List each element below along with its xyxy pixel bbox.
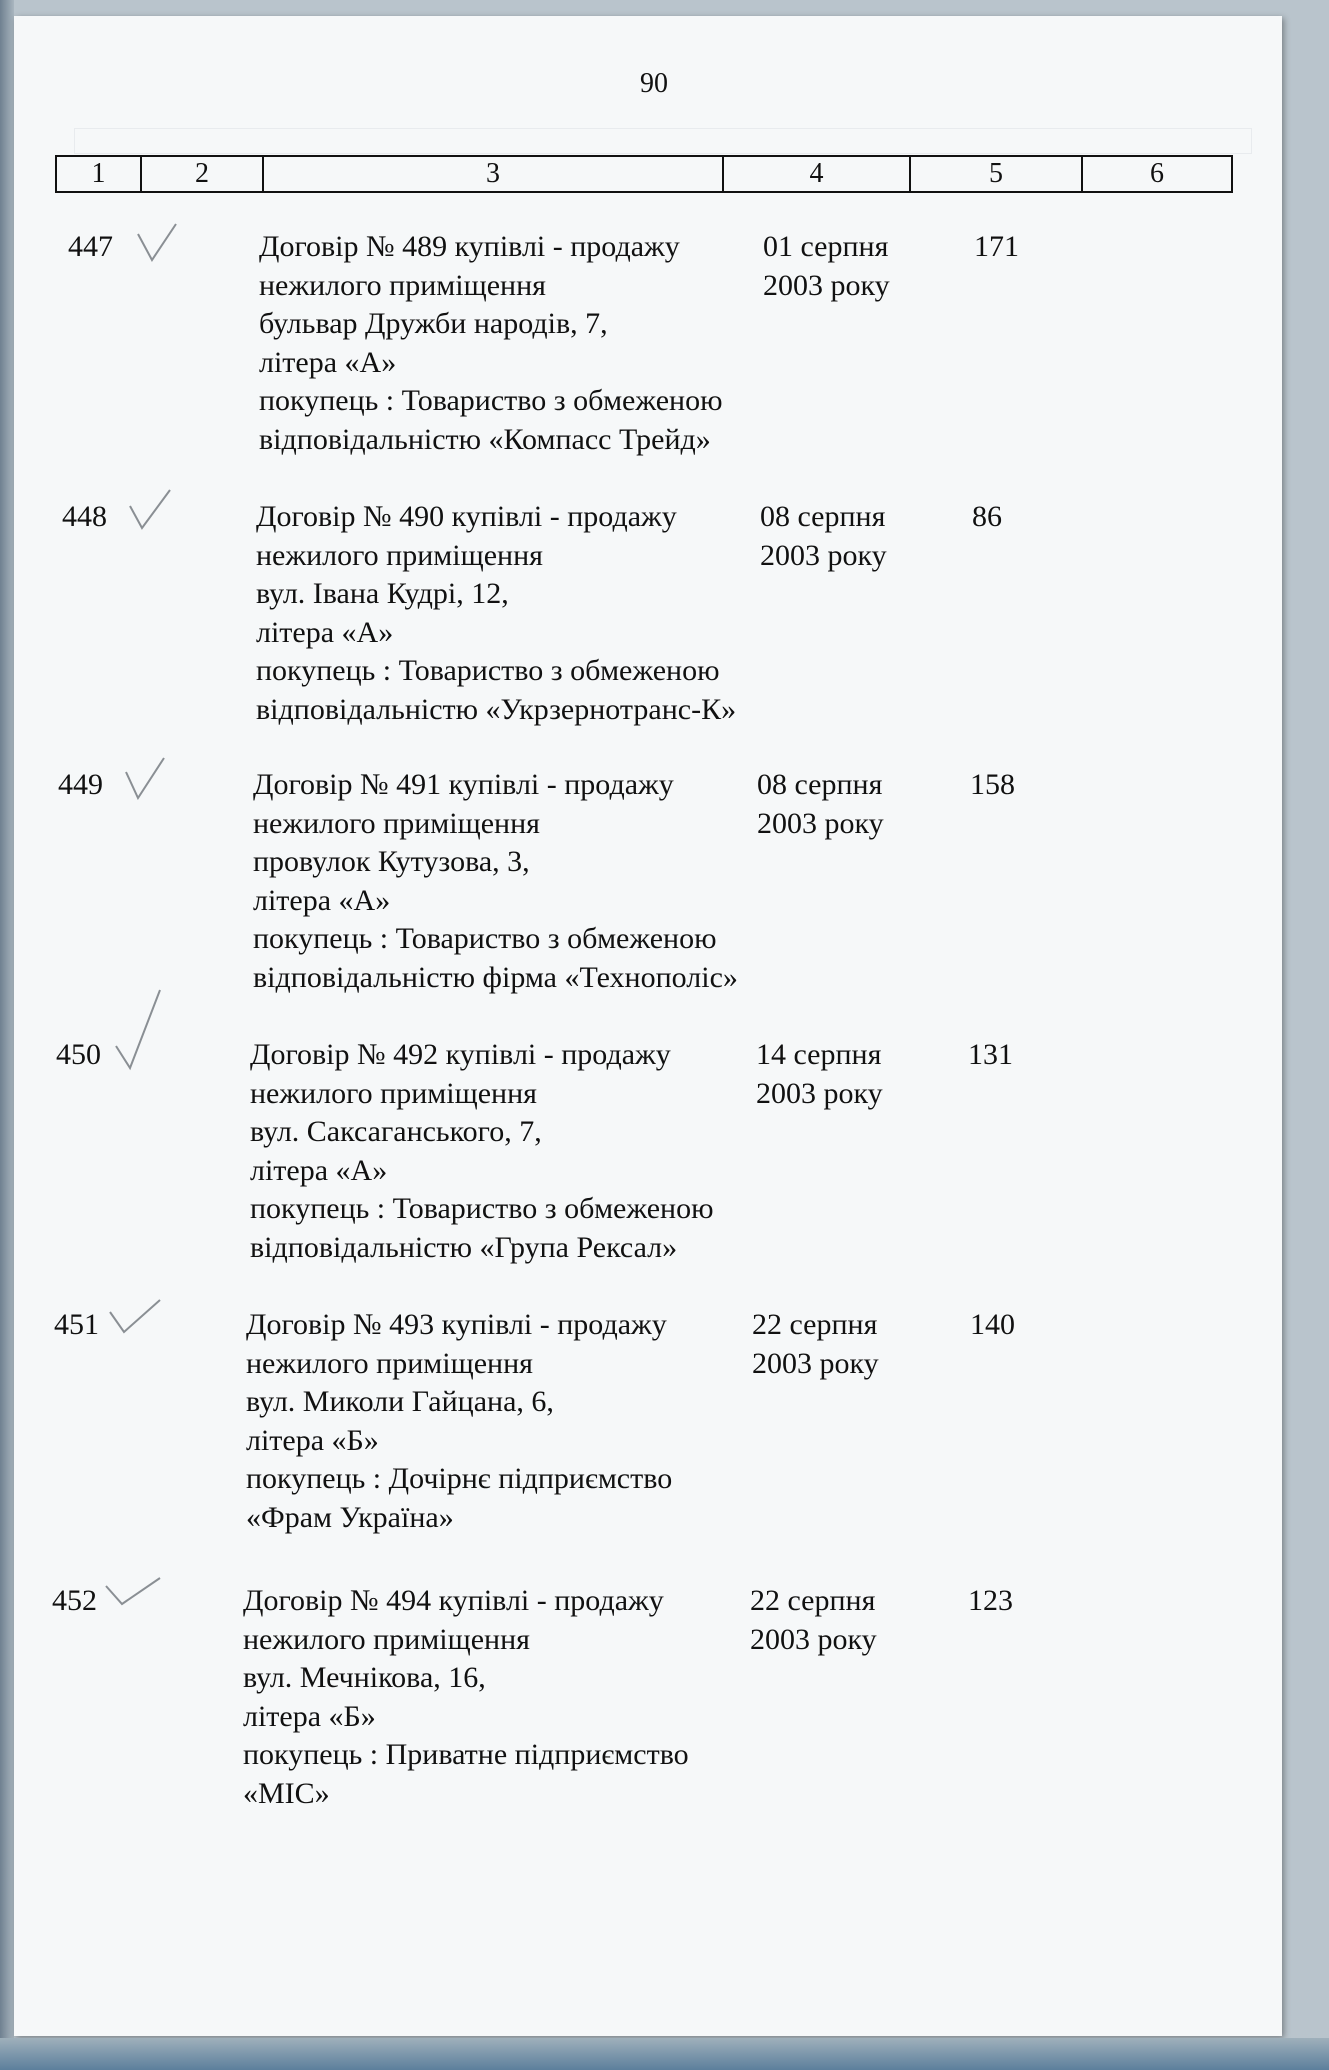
- description-line: Договір № 492 купівлі - продажу: [250, 1038, 671, 1071]
- scan-edge-bottom: [0, 2038, 1329, 2070]
- description-line: літера «А»: [256, 615, 394, 649]
- date-line: 2003 року: [763, 268, 890, 302]
- checkmark-icon: [122, 756, 168, 800]
- date-line: 2003 року: [757, 806, 884, 840]
- date-line: 08 серпня: [760, 500, 886, 533]
- checkmark-icon: [134, 220, 180, 264]
- page-count: 171: [974, 230, 1019, 263]
- checkmark-icon: [108, 1298, 164, 1342]
- page-count: 158: [970, 768, 1015, 801]
- description-line: Договір № 489 купівлі - продажу: [259, 230, 680, 263]
- record-date: [756, 1036, 926, 1113]
- record-description: [259, 228, 779, 459]
- scan-edge-left: [0, 0, 14, 2070]
- description-line: літера «Б»: [246, 1423, 379, 1457]
- page-count: 86: [972, 500, 1002, 533]
- description-line: «Фрам Україна»: [246, 1500, 454, 1534]
- description-line: покупець : Товариство з обмеженою: [256, 654, 720, 687]
- page-count: 131: [968, 1038, 1013, 1071]
- record-date: [750, 1582, 920, 1659]
- column-header: 2: [141, 156, 263, 192]
- description-line: відповідальністю «Компасс Трейд»: [259, 422, 711, 456]
- description-line: Договір № 491 купівлі - продажу: [253, 768, 674, 801]
- description-line: провулок Кутузова, 3,: [253, 845, 530, 878]
- record-date: [757, 766, 927, 843]
- row-number: 451: [54, 1308, 99, 1341]
- date-line: 08 серпня: [757, 768, 883, 801]
- page-count: 140: [970, 1308, 1015, 1341]
- description-line: вул. Мечнікова, 16,: [243, 1661, 486, 1694]
- column-header: 4: [723, 156, 910, 192]
- description-line: літера «А»: [250, 1153, 388, 1187]
- record-description: [243, 1582, 763, 1813]
- record-description: [246, 1306, 766, 1537]
- row-number: 448: [62, 500, 107, 533]
- description-line: покупець : Товариство з обмеженою: [259, 384, 723, 417]
- column-header: 1: [56, 156, 141, 192]
- record-description: [250, 1036, 770, 1267]
- column-header-row: [56, 156, 1232, 192]
- column-header-table: [55, 155, 1233, 193]
- record-description: [253, 766, 773, 997]
- description-line: відповідальністю «Група Рексал»: [250, 1230, 678, 1264]
- description-line: нежилого приміщення: [259, 268, 546, 302]
- row-number: 452: [52, 1584, 97, 1617]
- record-date: [752, 1306, 922, 1383]
- description-line: Договір № 494 купівлі - продажу: [243, 1584, 664, 1617]
- checkmark-icon: [104, 1574, 164, 1618]
- column-header: 3: [263, 156, 723, 192]
- description-line: покупець : Дочірнє підприємство: [246, 1462, 673, 1495]
- date-line: 01 серпня: [763, 230, 889, 263]
- description-line: відповідальністю фірма «Технополіс»: [253, 960, 738, 994]
- description-line: Договір № 490 купівлі - продажу: [256, 500, 677, 533]
- date-line: 22 серпня: [750, 1584, 876, 1617]
- row-number: 449: [58, 768, 103, 801]
- description-line: відповідальністю «Укрзернотранс-К»: [256, 692, 737, 726]
- date-line: 2003 року: [760, 538, 887, 572]
- description-line: Договір № 493 купівлі - продажу: [246, 1308, 667, 1341]
- record-date: [760, 498, 930, 575]
- page-number: 90: [640, 68, 668, 99]
- description-line: покупець : Товариство з обмеженою: [250, 1192, 714, 1225]
- column-header: 5: [910, 156, 1082, 192]
- checkmark-icon: [112, 988, 168, 1072]
- checkmark-icon: [126, 488, 172, 532]
- row-number: 447: [68, 230, 113, 263]
- record-description: [256, 498, 776, 729]
- description-line: літера «А»: [259, 345, 397, 379]
- description-line: покупець : Приватне підприємство: [243, 1738, 689, 1771]
- description-line: нежилого приміщення: [246, 1346, 533, 1380]
- date-line: 22 серпня: [752, 1308, 878, 1341]
- description-line: бульвар Дружби народів, 7,: [259, 307, 608, 340]
- description-line: вул. Івана Кудрі, 12,: [256, 577, 509, 610]
- description-line: нежилого приміщення: [253, 806, 540, 840]
- description-line: «МІС»: [243, 1776, 330, 1810]
- column-header: 6: [1082, 156, 1232, 192]
- record-date: [763, 228, 933, 305]
- description-line: нежилого приміщення: [256, 538, 543, 572]
- description-line: покупець : Товариство з обмеженою: [253, 922, 717, 955]
- date-line: 2003 року: [756, 1076, 883, 1110]
- description-line: літера «Б»: [243, 1699, 376, 1733]
- date-line: 2003 року: [750, 1622, 877, 1656]
- description-line: вул. Миколи Гайцана, 6,: [246, 1385, 554, 1418]
- page-count: 123: [968, 1584, 1013, 1617]
- description-line: літера «А»: [253, 883, 391, 917]
- description-line: вул. Саксаганського, 7,: [250, 1115, 542, 1148]
- description-line: нежилого приміщення: [243, 1622, 530, 1656]
- row-number: 450: [56, 1038, 101, 1071]
- document-page: [14, 16, 1282, 2036]
- date-line: 14 серпня: [756, 1038, 882, 1071]
- description-line: нежилого приміщення: [250, 1076, 537, 1110]
- date-line: 2003 року: [752, 1346, 879, 1380]
- bleed-through-table-header: [74, 128, 1252, 154]
